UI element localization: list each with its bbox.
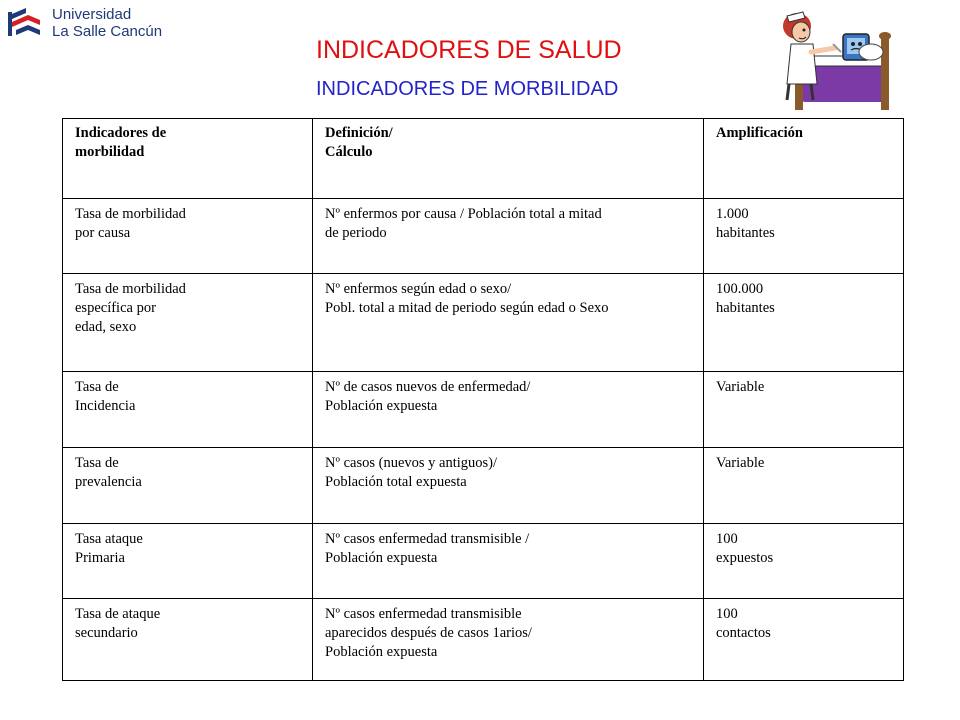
amplification-cell: 100 contactos [704, 599, 904, 681]
amplification-cell: 100 expuestos [704, 524, 904, 599]
table-row [63, 274, 904, 372]
definition-cell: Nº de casos nuevos de enfermedad/ Población expuesta [313, 372, 704, 448]
table-row [63, 448, 904, 524]
university-name-line1: Universidad [52, 6, 132, 23]
definition-cell: Nº casos enfermedad transmisible / Población expuesta [313, 524, 704, 599]
indicator-cell: Tasa de prevalencia [63, 448, 313, 524]
indicator-cell: Tasa de ataque secundario [63, 599, 313, 681]
table-row [63, 372, 904, 448]
definition-cell: Nº enfermos según edad o sexo/ Pobl. total a mitad de periodo según edad o Sexo [313, 274, 704, 372]
university-name-line2: La Salle Cancún [52, 23, 163, 40]
table-header-row [63, 119, 904, 199]
nurse-patient-clipart-icon [775, 4, 893, 116]
slide-title: INDICADORES DE SALUD [316, 36, 622, 64]
amplification-cell: 1.000 habitantes [704, 199, 904, 274]
amplification-cell: 100.000 habitantes [704, 274, 904, 372]
morbidity-indicators-table [62, 118, 904, 681]
university-name [52, 6, 162, 40]
indicator-cell: Tasa de morbilidad por causa [63, 199, 313, 274]
table-row [63, 599, 904, 681]
definition-cell: Nº casos (nuevos y antiguos)/ Población total expuesta [313, 448, 704, 524]
header-amplificacion: Amplificación [704, 119, 904, 199]
la-salle-logo-icon [6, 6, 44, 40]
table-row [63, 199, 904, 274]
header-definicion: Definición/ Cálculo [313, 119, 704, 199]
indicator-cell: Tasa de Incidencia [63, 372, 313, 448]
amplification-cell: Variable [704, 372, 904, 448]
university-logo [6, 4, 176, 44]
slide-subtitle: INDICADORES DE MORBILIDAD [316, 78, 619, 100]
header-indicadores: Indicadores de morbilidad [63, 119, 313, 199]
indicator-cell: Tasa ataque Primaria [63, 524, 313, 599]
definition-cell: Nº casos enfermedad transmisible aparecidos después de casos 1arios/ Población expuesta [313, 599, 704, 681]
amplification-cell: Variable [704, 448, 904, 524]
table-row [63, 524, 904, 599]
definition-cell: Nº enfermos por causa / Población total a mitad de periodo [313, 199, 704, 274]
indicator-cell: Tasa de morbilidad específica por edad, sexo [63, 274, 313, 372]
